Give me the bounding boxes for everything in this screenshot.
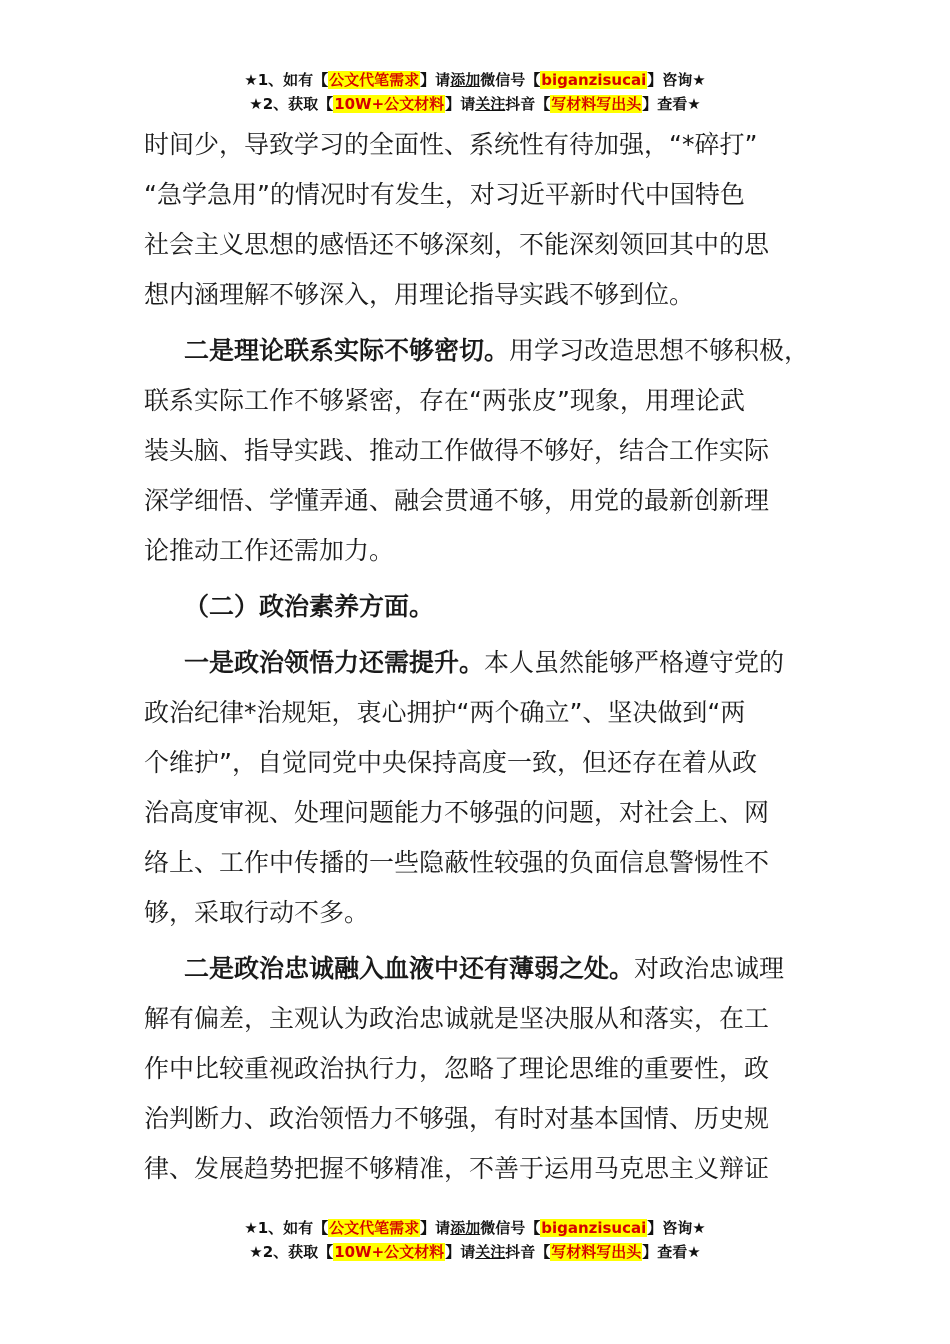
text-line: 政治纪律*治规矩，衷心拥护“两个确立”、坚决做到“两 <box>144 698 746 727</box>
text-line: 联系实际工作不够紧密，存在“两张皮”现象，用理论武 <box>144 386 745 415</box>
text-line: 解有偏差，主观认为政治忠诚就是坚决服从和落实，在工 <box>144 1004 770 1033</box>
footer-banner <box>0 1216 950 1264</box>
text-line: 治判断力、政治领悟力不够强，有时对基本国情、历史规 <box>144 1104 770 1133</box>
text-line: 深学细悟、学懂弄通、融会贯通不够，用党的最新创新理 <box>144 486 770 515</box>
paragraph-lead: 二是政治忠诚融入血液中还有薄弱之处。 <box>184 954 635 983</box>
banner-text: 微信号【 <box>480 1219 541 1237</box>
banner-text: 】请 <box>445 1243 476 1261</box>
banner-text: 】请 <box>420 1219 451 1237</box>
text-line: 对政治忠诚理 <box>634 954 785 983</box>
paragraph-2 <box>144 326 814 576</box>
underlined-word: 添加 <box>450 71 481 89</box>
header-banner <box>0 68 950 116</box>
text-line: 社会主义思想的感悟还不够深刻，不能深刻领回其中的思 <box>144 230 770 259</box>
text-line: 络上、工作中传播的一些隐蔽性较强的负面信息警惕性不 <box>144 848 770 877</box>
banner-text: 】查看★ <box>642 95 701 113</box>
text-line: 治高度审视、处理问题能力不够强的问题，对社会上、网 <box>144 798 770 827</box>
banner-line-2 <box>0 92 950 116</box>
banner-line-1 <box>0 1216 950 1240</box>
highlight-service: 公文代笔需求 <box>329 1219 420 1237</box>
text-line: 律、发展趋势把握不够精准，不善于运用马克思主义辩证 <box>144 1154 770 1183</box>
underlined-word: 添加 <box>450 1219 481 1237</box>
banner-text: ★2、获取【 <box>249 95 334 113</box>
highlight-wechat-id: biganzisucai <box>541 71 647 89</box>
section-heading: （二）政治素养方面。 <box>184 592 435 621</box>
banner-text: 】咨询★ <box>647 1219 706 1237</box>
paragraph-lead: 二是理论联系实际不够密切。 <box>184 336 510 365</box>
text-line: 够，采取行动不多。 <box>144 898 370 927</box>
banner-text: 】请 <box>420 71 451 89</box>
paragraph-3 <box>144 638 814 938</box>
text-line: 个维护”，自觉同党中央保持高度一致，但还存在着从政 <box>144 748 757 777</box>
banner-text: 】查看★ <box>642 1243 701 1261</box>
banner-text: 抖音【 <box>505 95 551 113</box>
banner-text: 】请 <box>445 95 476 113</box>
text-line: 想内涵理解不够深入，用理论指导实践不够到位。 <box>144 280 695 309</box>
highlight-douyin: 写材料写出头 <box>551 95 642 113</box>
highlight-wechat-id: biganzisucai <box>541 1219 647 1237</box>
banner-line-1 <box>0 68 950 92</box>
banner-text: 】咨询★ <box>647 71 706 89</box>
banner-text: ★2、获取【 <box>249 1243 334 1261</box>
banner-line-2 <box>0 1240 950 1264</box>
banner-text: ★1、如有【 <box>244 71 329 89</box>
banner-text: 微信号【 <box>480 71 541 89</box>
text-line: 本人虽然能够严格遵守党的 <box>484 648 785 677</box>
highlight-materials: 10W+公文材料 <box>334 1243 445 1261</box>
banner-text: 抖音【 <box>505 1243 551 1261</box>
text-line: 时间少，导致学习的全面性、系统性有待加强，“*碎打” <box>144 130 758 159</box>
highlight-materials: 10W+公文材料 <box>334 95 445 113</box>
text-line: 用学习改造思想不够积极， <box>509 336 810 365</box>
highlight-service: 公文代笔需求 <box>329 71 420 89</box>
text-line: 论推动工作还需加力。 <box>144 536 395 565</box>
paragraph-4 <box>144 944 814 1194</box>
paragraph-lead: 一是政治领悟力还需提升。 <box>184 648 485 677</box>
underlined-word: 关注 <box>475 1243 506 1261</box>
text-line: 装头脑、指导实践、推动工作做得不够好，结合工作实际 <box>144 436 770 465</box>
text-line: 作中比较重视政治执行力，忽略了理论思维的重要性，政 <box>144 1054 770 1083</box>
document-body <box>144 120 814 1194</box>
highlight-douyin: 写材料写出头 <box>551 1243 642 1261</box>
text-line: “急学急用”的情况时有发生，对习近平新时代中国特色 <box>144 180 745 209</box>
paragraph-1 <box>144 120 814 320</box>
banner-text: ★1、如有【 <box>244 1219 329 1237</box>
underlined-word: 关注 <box>475 95 506 113</box>
